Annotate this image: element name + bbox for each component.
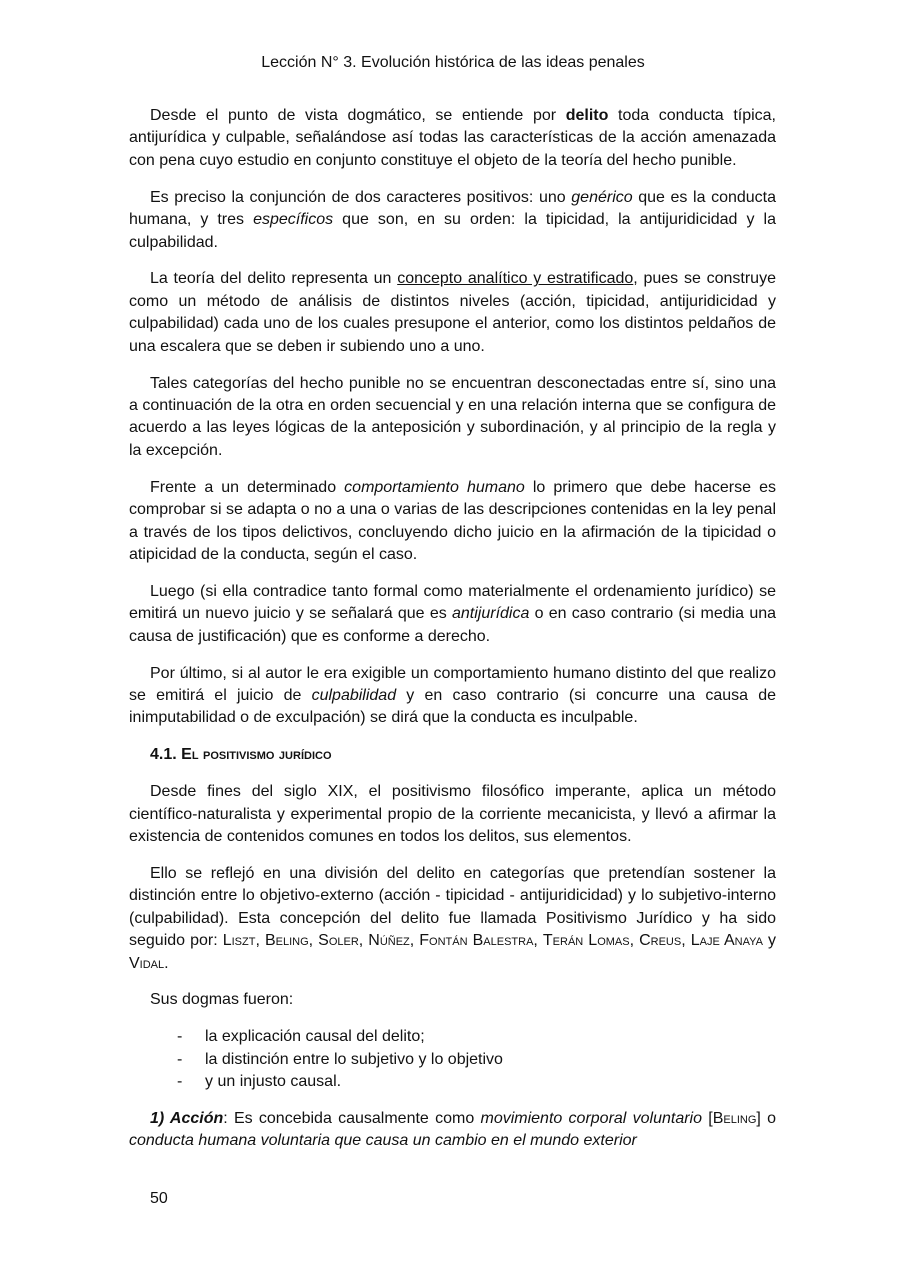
author-name: Fontán Balestra — [419, 932, 534, 950]
underlined-concept: concepto analítico y estratificado — [397, 270, 634, 288]
paragraph-teoria-delito: La teoría del delito representa un concepto analítico y estratificado, pues se construye como un método de análisis de distintos niveles (acción, tipicidad, antijuridicidad y culpabilidad) cada uno de los cuales presupone el anterior, como los distintos peldaños de una escalera que se deben ir subiendo uno a uno. — [129, 270, 776, 355]
term-accion: 1) Acción — [150, 1110, 224, 1128]
author-name: Liszt — [222, 932, 256, 950]
list-item: - la distinción entre lo subjetivo y lo objetivo — [177, 1050, 503, 1068]
term-delito: delito — [565, 107, 609, 124]
paragraph-positivismo: Desde fines del siglo XIX, el positivismo filosófico imperante, aplica un método científico-naturalista y experimental propio de la corriente mecanicista, y llevó a afirmar la existencia de contenidos comunes en todos los delitos, sus elementos. — [129, 783, 776, 845]
author-name: Beling — [712, 1110, 757, 1128]
paragraph-culpabilidad: Por último, si al autor le era exigible un comportamiento humano distinto del que realizo se emitirá el juicio de culpabilidad y en caso contrario (si concurre una causa de inimputabilidad o de exculpación) se dirá que la conducta es inculpable. — [129, 664, 777, 727]
paragraph-delito-definition: Desde el punto de vista dogmático, se entiende por delito toda conducta típica, antijurídica y culpable, señalándose así todas las características de la acción amenazada con pena cuyo estudio en conjunto constituye el objeto de la teoría del hecho punible. — [129, 107, 777, 169]
paragraph-dogmas-intro: Sus dogmas fueron: — [150, 991, 294, 1009]
author-name: Creus — [639, 932, 682, 950]
author-name: Soler — [318, 932, 359, 950]
paragraph-categorias: Tales categorías del hecho punible no se encuentran desconectadas entre sí, sino una a continuación de la otra en orden secuencial y en una relación interna que se configura de acuerdo a las leyes lógicas de la anteposición y subordinación, y al principio de la regla y la excepción. — [129, 374, 776, 459]
list-item: - y un injusto causal. — [177, 1073, 342, 1091]
author-name: Vidal — [129, 954, 165, 972]
page-number: 50 — [150, 1190, 168, 1207]
paragraph-division-delito: Ello se reflejó en una división del delito en categorías que pretendían sostener la distinción entre lo objetivo-externo (acción - tipicidad - antijuridicidad) y lo subjetivo-interno (culpabilidad). Esta concepción del delito fue llamada Positivismo Jurídico y ha sido seguido por: Liszt, Beling, Soler, Núñez, Fontán Balestra, Terán Lomas, Creus, Laje Anaya y Vidal. — [129, 864, 777, 972]
author-name: Núñez — [368, 932, 410, 950]
dogmas-list — [129, 1026, 776, 1093]
paragraph-comportamiento: Frente a un determinado comportamiento humano lo primero que debe hacerse es comprobar si se adapta o no a una o varias de las descripciones contenidas en la ley penal a través de los tipos delictivos, concluyendo dicho juicio en la afirmación de la tipicidad o atipicidad de la conducta, según el caso. — [129, 478, 776, 563]
author-name: Beling — [264, 932, 309, 950]
paragraph-accion: 1) Acción: Es concebida causalmente como movimiento corporal voluntario [Beling] o conducta humana voluntaria que causa un cambio en el mundo exterior — [129, 1110, 777, 1150]
author-name: Laje Anaya — [690, 932, 763, 950]
page-body — [129, 105, 776, 1167]
author-name: Terán Lomas — [542, 932, 630, 950]
section-heading: 4.1. El positivismo jurídico — [150, 746, 332, 764]
paragraph-caracteres: Es preciso la conjunción de dos caracteres positivos: uno genérico que es la conducta humana, y tres específicos que son, en su orden: la tipicidad, la antijuridicidad y la culpabilidad. — [129, 188, 777, 251]
running-header: Lección N° 3. Evolución histórica de las ideas penales — [261, 54, 645, 71]
list-item: - la explicación causal del delito; — [177, 1028, 425, 1046]
paragraph-antijuridica: Luego (si ella contradice tanto formal como materialmente el ordenamiento jurídico) se emitirá un nuevo juicio y se señalará que es antijurídica o en caso contrario (si media una causa de justificación) que es conforme a derecho. — [129, 582, 777, 645]
